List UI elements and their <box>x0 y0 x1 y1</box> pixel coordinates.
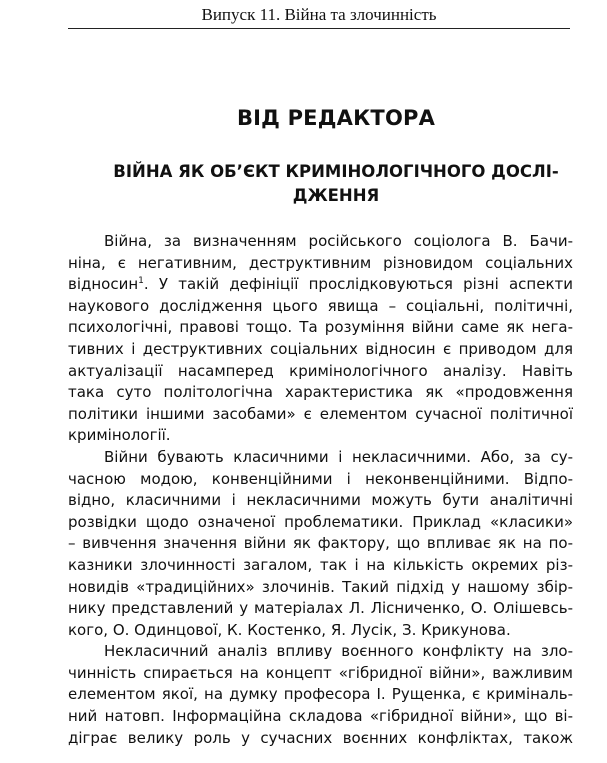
body-line: розвідки щодо означеної проблематики. Приклад «класики» <box>68 512 573 531</box>
body-line: нику представлений у матеріалах Л. Лісниченко, О. Олішевсь- <box>68 599 573 618</box>
body-line: елементом якої, на думку професора І. Рущенка, є криміналь- <box>68 685 573 704</box>
body-line-tail: . У такій дефініції прослідковуються різні аспекти <box>143 275 573 294</box>
body-line: казники злочинності загалом, так і на кількість окремих різ- <box>68 555 573 574</box>
body-line-with-footnote <box>68 274 573 296</box>
body-line: – вивчення значення війни як фактору, що впливає як на по- <box>68 534 573 553</box>
body-line: новидів «традиційних» злочинів. Такий підхід у нашому збір- <box>68 577 573 596</box>
article-title <box>86 160 586 208</box>
body-line: часною модою, конвенційними і неконвенційними. Відпо- <box>68 469 573 488</box>
body-line: така суто політологічна характеристика як «продовження <box>68 383 573 402</box>
footnote-mark: 1 <box>138 276 144 287</box>
running-header: Випуск 11. Війна та злочинність <box>201 5 437 24</box>
body-line: тивних і деструктивних соціальних відносин є приводом для <box>68 339 573 358</box>
body-line: діграє велику роль у сучасних воєнних конфліктах, також <box>68 728 573 747</box>
body-line: Війни бувають класичними і некласичними. Або, за су- <box>104 447 573 466</box>
body-line: чинність спирається на концепт «гібридної війни», важливим <box>68 663 573 682</box>
body-line: актуалізації насамперед кримінологічного аналізу. Навіть <box>68 361 573 380</box>
body-line: Війна, за визначенням російського соціолога В. Бачи- <box>104 232 573 250</box>
article-title-line-1: ВІЙНА ЯК ОБ’ЄКТ КРИМІНОЛОГІЧНОГО ДОСЛІ- <box>113 162 559 181</box>
article-body <box>68 231 573 749</box>
body-line: ний натовп. Інформаційна складова «гібридної війни», що ві- <box>68 707 573 726</box>
body-line: відно, класичними і некласичними можуть бути аналітичні <box>68 491 573 510</box>
body-line: кого, О. Одинцової, К. Костенко, Я. Лусік, З. Крикунова. <box>68 620 511 639</box>
article-title-line-2: ДЖЕННЯ <box>292 186 380 205</box>
body-line: Некласичний аналіз впливу воєнного конфлікту на зло- <box>104 642 573 661</box>
section-title: ВІД РЕДАКТОРА <box>236 106 436 130</box>
body-line: ніна, є негативним, деструктивним різновидом соціальних <box>68 253 573 272</box>
body-line-head: відносин <box>68 275 139 294</box>
body-line: наукового дослідження цього явища – соціальні, політичні, <box>68 296 573 315</box>
body-line: психологічні, правові тощо. Та розуміння війни саме як нега- <box>68 318 573 337</box>
body-line: політики іншими засобами» є елементом сучасної політичної <box>68 404 573 423</box>
body-line: кримінології. <box>68 426 171 445</box>
header-rule <box>68 28 570 29</box>
